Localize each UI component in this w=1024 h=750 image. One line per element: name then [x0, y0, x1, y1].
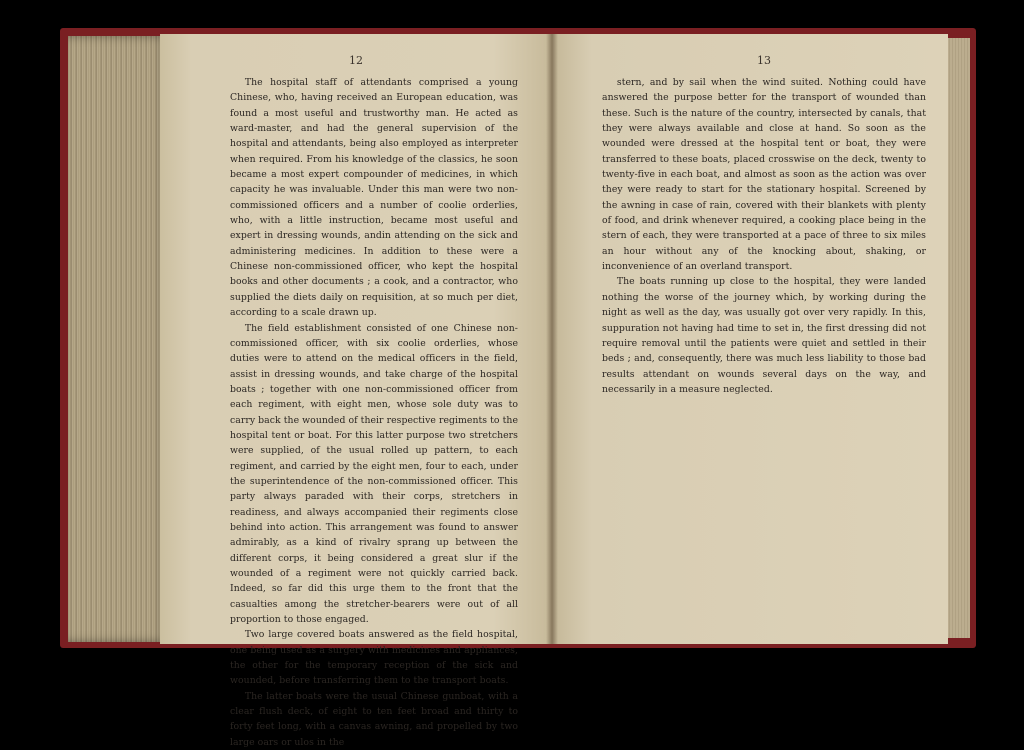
left-page-text — [230, 75, 518, 750]
left-page-number: 12 — [349, 54, 363, 67]
right-page-text — [602, 75, 926, 397]
paragraph: The field establishment consisted of one Chinese non-commissioned officer, with six coolie orderlies, whose duties were to attend on the medical officers in the field, assist in dressing wounds, and take charge of the hospital boats ; together with one non-commissioned officer from each regiment, with eight men, whose sole duty was to carry back the wounded of their respective regiments to the hospital tent or boat. For this latter purpose two stretchers were supplied, of the usual rolled up pattern, to each regiment, and carried by the eight men, four to each, under the superintendence of the non-commissioned officer. This party always paraded with their corps, stretchers in readiness, and always accompanied their regiments close behind into action. This arrangement was found to answer admirably, as a kind of rivalry sprang up between the different corps, it being considered a great slur if the wounded of a regiment were not quickly carried back. Indeed, so far did this urge them to the front that the casualties among the stretcher-bearers were out of all proportion to those engaged. — [230, 322, 518, 626]
paragraph: stern, and by sail when the wind suited. Nothing could have answered the purpose better for the transport of wounded than these. Such is the nature of the country, intersected by canals, that they were always available and close at hand. So soon as the wounded were dressed at the hospital tent or boat, they were transferred to these boats, placed crosswise on the deck, twenty to twenty-five in each boat, and almost as soon as the action was over they were ready to start for the stationary hospital. Screened by the awning in case of rain, covered with their blankets with plenty of food, and drink whenever required, a cooking place being in the stern of each, they were transported at a pace of three to six miles an hour without any of the knocking about, shaking, or inconvenience of an overland transport. — [602, 77, 926, 273]
left-page — [160, 34, 552, 748]
paragraph: The boats running up close to the hospital, they were landed nothing the worse of the journey which, by working during the night as well as the day, was usually got over very rapidly. In this, suppuration not having had time to set in, the first dressing did not require removal until the patients were quiet and settled in their beds ; and, consequently, there was much less liability to those bad results attendant on wounds several days on the way, and necessarily in a measure neglected. — [602, 276, 926, 395]
right-page-number: 13 — [757, 54, 771, 67]
book-gutter — [546, 34, 558, 644]
right-page-edges — [948, 38, 970, 638]
right-page — [552, 34, 948, 644]
paragraph: The hospital staff of attendants comprised a young Chinese, who, having received an European education, was found a most useful and trustworthy man. He acted as ward-master, and had the general supervision of the hospital and attendants, being also employed as interpreter when required. From his knowledge of the classics, he soon became a most expert compounder of medicines, in which capacity he was invaluable. Under this man were two non-commissioned officers and a number of coolie orderlies, who, with a little instruction, became most useful and expert in dressing wounds, andin attending on the sick and administering medicines. In addition to these were a Chinese non-commissioned officer, who kept the hospital books and other documents ; a cook, and a contractor, who supplied the diets daily on requisition, at so much per diet, according to a scale drawn up. — [230, 77, 518, 319]
paragraph: Two large covered boats answered as the field hospital, one being used as a surgery with medicines and appliances, the other for the temporary reception of the sick and wounded, before transferring them to the transport boats. — [230, 629, 518, 687]
left-page-edges — [68, 36, 168, 642]
paragraph: The latter boats were the usual Chinese gunboat, with a clear flush deck, of eight to ten feet broad and thirty to forty feet long, with a canvas awning, and propelled by two large oars or ulos in the — [230, 690, 518, 748]
